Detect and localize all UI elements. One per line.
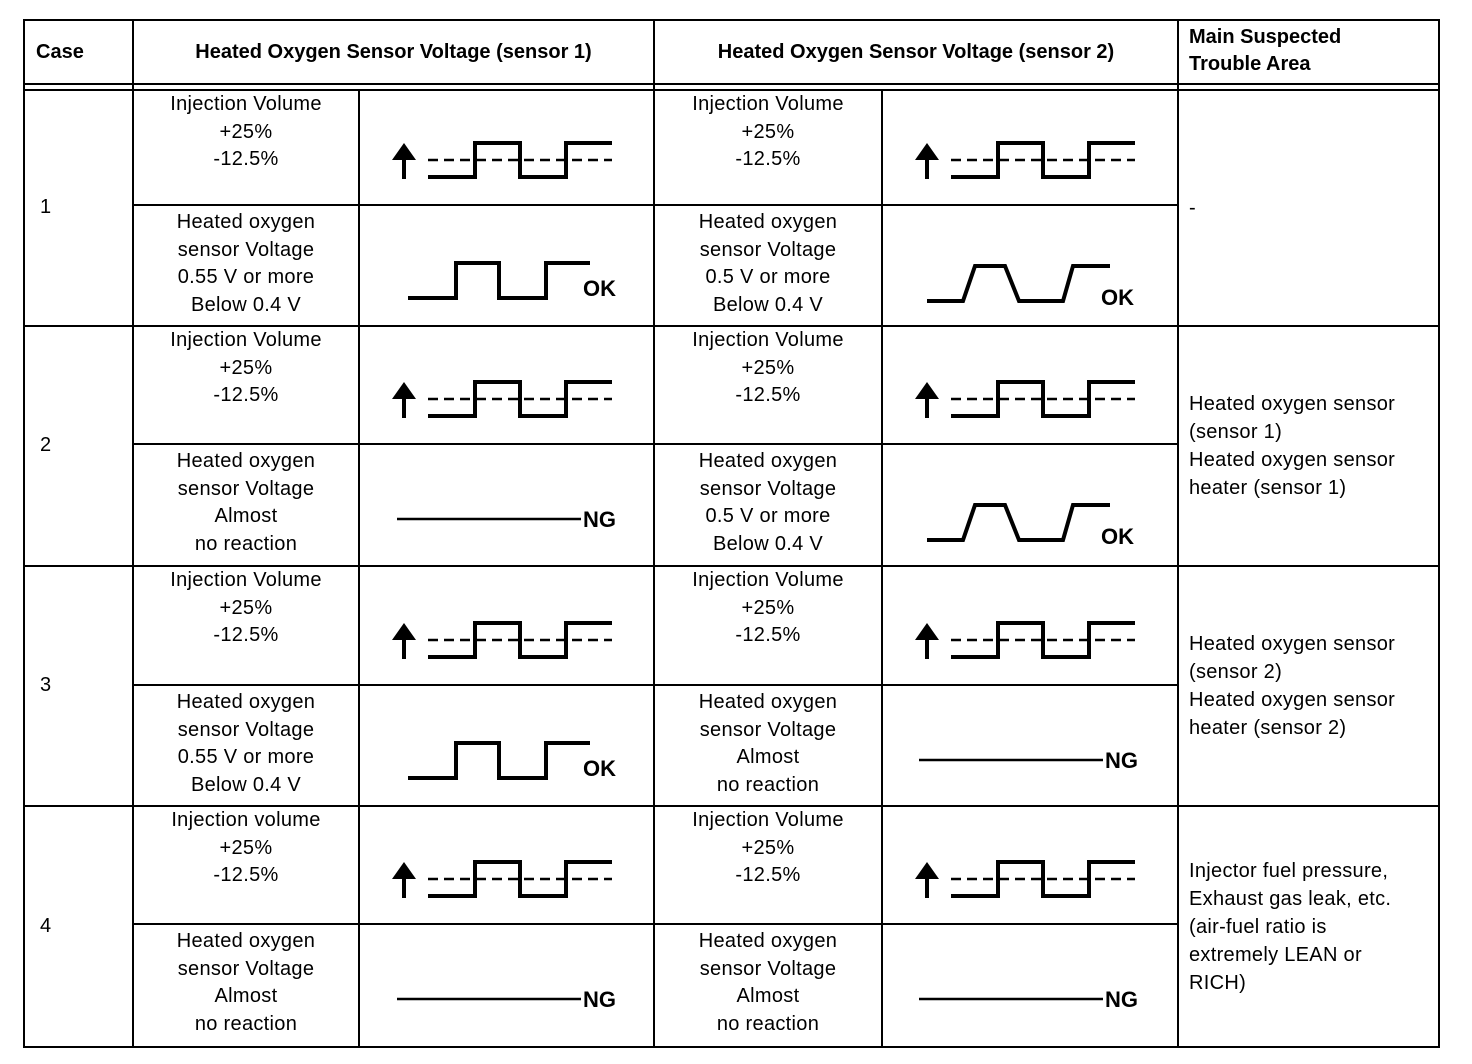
case-2-s1-injection-line-2: +25% — [219, 356, 273, 379]
injection-volume-waveform — [428, 862, 612, 896]
case-1-s1-injection-graphic — [392, 143, 612, 179]
case-3-trouble-area — [1189, 566, 1437, 806]
case-4-s2-injection-line-2: +25% — [741, 836, 795, 859]
case-4-s2-injection-line-1: Injection Volume — [692, 809, 844, 831]
case-4-s1-injection-line-2: +25% — [219, 836, 273, 859]
case-4-s1-injection-label — [133, 807, 359, 925]
case-3-s1-injection-label — [133, 567, 359, 686]
case-4-trouble-area-line-3: (air-fuel ratio is — [1189, 915, 1327, 938]
up-arrow-icon — [915, 382, 939, 418]
case-3-s2-injection-line-3: -12.5% — [735, 624, 801, 647]
case-4-s1-injection-line-1: Injection volume — [171, 809, 321, 831]
case-3-trouble-area-line-4: heater (sensor 2) — [1189, 717, 1347, 739]
case-4-s2-injection-graphic — [915, 862, 1135, 898]
result-label: NG — [1105, 748, 1138, 773]
header-case-label: Case — [36, 41, 84, 63]
case-2-s2-voltage-line-1: Heated oxygen — [698, 450, 838, 472]
header-trouble-area — [1189, 24, 1437, 80]
case-3-s2-voltage-graphic — [919, 748, 1138, 773]
case-3-s2-injection-label — [654, 567, 882, 686]
case-3-s1-injection-line-1: Injection Volume — [170, 569, 322, 591]
case-2-s1-voltage-line-2: sensor Voltage — [177, 477, 315, 500]
header-sensor1-label: Heated Oxygen Sensor Voltage (sensor 1) — [195, 41, 592, 63]
header-sensor1 — [133, 20, 654, 84]
case-1-s1-voltage-line-2: sensor Voltage — [177, 238, 315, 261]
case-3-s2-voltage-line-4: no reaction — [716, 773, 820, 796]
case-4-s1-voltage-label — [133, 928, 359, 1051]
case-4-s1-voltage-line-2: sensor Voltage — [177, 957, 315, 980]
case-2-s2-injection-line-3: -12.5% — [735, 384, 801, 407]
case-4-s1-voltage-line-3: Almost — [214, 985, 278, 1008]
case-1-s2-voltage-label — [654, 209, 882, 330]
case-1-s1-voltage-line-1: Heated oxygen — [176, 211, 316, 233]
injection-volume-waveform — [951, 143, 1135, 177]
case-1-s1-voltage-line-4: Below 0.4 V — [190, 293, 302, 316]
case-3-s1-voltage-label — [133, 689, 359, 810]
case-4-s2-injection-label — [654, 807, 882, 925]
case-3-s2-injection-line-2: +25% — [741, 596, 795, 619]
result-label: NG — [583, 987, 616, 1012]
up-arrow-icon — [915, 143, 939, 179]
case-3-s1-voltage-line-3: 0.55 V or more — [177, 746, 315, 769]
case-3-s2-voltage-line-3: Almost — [736, 746, 800, 769]
case-4-trouble-area-line-1: Injector fuel pressure, — [1189, 859, 1389, 882]
case-1-s1-injection-line-2: +25% — [219, 120, 273, 143]
case-4-s2-voltage-label — [654, 928, 882, 1051]
case-2-trouble-area-line-2: (sensor 1) — [1189, 421, 1283, 443]
case-4-s2-voltage-graphic — [919, 987, 1138, 1012]
injection-volume-waveform — [951, 382, 1135, 416]
case-2-number: 2 — [40, 434, 52, 457]
case-4-trouble-area-line-4: extremely LEAN or — [1189, 943, 1362, 966]
header-sensor2-label: Heated Oxygen Sensor Voltage (sensor 2) — [717, 41, 1115, 63]
injection-volume-waveform — [428, 382, 612, 416]
case-2-s2-injection-line-1: Injection Volume — [692, 329, 844, 351]
case-1-s2-voltage-line-3: 0.5 V or more — [705, 266, 831, 289]
case-4-s1-voltage-line-1: Heated oxygen — [176, 930, 316, 952]
case-1-s1-voltage-line-3: 0.55 V or more — [177, 266, 315, 289]
result-label: OK — [1101, 524, 1134, 549]
case-2-s1-injection-line-3: -12.5% — [213, 384, 279, 407]
case-1-s1-voltage-graphic — [408, 263, 616, 301]
case-2-s1-voltage-line-1: Heated oxygen — [176, 450, 316, 472]
case-2-trouble-area-line-3: Heated oxygen sensor — [1189, 449, 1396, 471]
header-trouble-area-line-1: Main Suspected — [1189, 26, 1342, 48]
case-1-s1-voltage-label — [133, 209, 359, 330]
case-2-s2-voltage-line-3: 0.5 V or more — [705, 505, 831, 528]
case-1-s2-injection-line-3: -12.5% — [735, 148, 801, 171]
case-1-s1-injection-line-3: -12.5% — [213, 148, 279, 171]
result-label: OK — [583, 276, 616, 301]
case-3-s1-voltage-line-2: sensor Voltage — [177, 718, 315, 741]
case-4-s2-voltage-line-2: sensor Voltage — [699, 957, 837, 980]
case-2-trouble-area-line-4: heater (sensor 1) — [1189, 477, 1347, 499]
case-3-number: 3 — [40, 674, 52, 697]
case-2-s1-injection-graphic — [392, 382, 612, 418]
header-sensor2 — [654, 20, 1178, 84]
case-3-trouble-area-line-2: (sensor 2) — [1189, 661, 1283, 683]
up-arrow-icon — [392, 623, 416, 659]
case-2-s1-injection-label — [133, 327, 359, 445]
case-4-trouble-area — [1189, 806, 1437, 1047]
case-3-s1-voltage-graphic — [408, 743, 616, 781]
case-2-s2-voltage-graphic — [927, 505, 1134, 549]
case-2-s1-voltage-line-4: no reaction — [194, 532, 298, 555]
case-3-s2-injection-line-1: Injection Volume — [692, 569, 844, 591]
case-4-s1-voltage-graphic — [397, 987, 616, 1012]
result-label: OK — [1101, 285, 1134, 310]
result-label: NG — [583, 507, 616, 532]
case-4-s1-injection-line-3: -12.5% — [213, 864, 279, 887]
case-3-trouble-area-line-3: Heated oxygen sensor — [1189, 689, 1396, 711]
case-2-trouble-area — [1189, 326, 1437, 566]
case-2-s2-voltage-label — [654, 448, 882, 570]
case-3-trouble-area-line-1: Heated oxygen sensor — [1189, 633, 1396, 655]
header-trouble-area-line-2: Trouble Area — [1189, 53, 1311, 75]
case-1-trouble-area-line-1: - — [1189, 197, 1196, 219]
case-1-s2-injection-graphic — [915, 143, 1135, 179]
up-arrow-icon — [915, 623, 939, 659]
case-3-s1-injection-line-3: -12.5% — [213, 624, 279, 647]
case-1-s2-injection-label — [654, 91, 882, 206]
case-4-s2-voltage-line-3: Almost — [736, 985, 800, 1008]
case-4-s1-voltage-line-4: no reaction — [194, 1012, 298, 1035]
case-2-s1-injection-line-1: Injection Volume — [170, 329, 322, 351]
sensor-voltage-waveform — [408, 263, 590, 298]
case-2-s1-voltage-line-3: Almost — [214, 505, 278, 528]
case-2-s2-injection-line-2: +25% — [741, 356, 795, 379]
result-label: NG — [1105, 987, 1138, 1012]
case-1-s2-voltage-line-4: Below 0.4 V — [712, 293, 824, 316]
case-2-s2-voltage-line-2: sensor Voltage — [699, 477, 837, 500]
case-1-trouble-area — [1189, 90, 1437, 326]
case-3-s1-voltage-line-4: Below 0.4 V — [190, 773, 302, 796]
case-1-s1-injection-label — [133, 91, 359, 206]
case-4-s2-voltage-line-1: Heated oxygen — [698, 930, 838, 952]
sensor-voltage-waveform — [408, 743, 590, 778]
injection-volume-waveform — [428, 143, 612, 177]
up-arrow-icon — [392, 143, 416, 179]
result-label: OK — [583, 756, 616, 781]
header-case — [36, 20, 131, 84]
case-3-s2-voltage-line-2: sensor Voltage — [699, 718, 837, 741]
case-1-number: 1 — [40, 196, 52, 219]
case-4-number: 4 — [40, 914, 52, 937]
up-arrow-icon — [392, 862, 416, 898]
sensor-voltage-waveform — [927, 505, 1110, 540]
case-2-s2-injection-label — [654, 327, 882, 445]
case-3-s1-voltage-line-1: Heated oxygen — [176, 691, 316, 713]
case-2-s2-voltage-line-4: Below 0.4 V — [712, 532, 824, 555]
case-4-s2-voltage-line-4: no reaction — [716, 1012, 820, 1035]
case-2-s1-voltage-label — [133, 448, 359, 570]
case-2-s2-injection-graphic — [915, 382, 1135, 418]
sensor-voltage-waveform — [927, 266, 1110, 301]
case-1-s2-injection-line-2: +25% — [741, 120, 795, 143]
case-1-s2-injection-line-1: Injection Volume — [692, 93, 844, 115]
case-4-trouble-area-line-5: RICH) — [1189, 971, 1247, 994]
injection-volume-waveform — [951, 862, 1135, 896]
case-1-s2-voltage-line-1: Heated oxygen — [698, 211, 838, 233]
case-1-s2-voltage-line-2: sensor Voltage — [699, 238, 837, 261]
case-3-s2-voltage-line-1: Heated oxygen — [698, 691, 838, 713]
case-3-s2-injection-graphic — [915, 623, 1135, 659]
case-3-s1-injection-line-2: +25% — [219, 596, 273, 619]
case-1-s1-injection-line-1: Injection Volume — [170, 93, 322, 115]
case-4-s2-injection-line-3: -12.5% — [735, 864, 801, 887]
injection-volume-waveform — [428, 623, 612, 657]
case-3-s1-injection-graphic — [392, 623, 612, 659]
case-4-s1-injection-graphic — [392, 862, 612, 898]
case-4-trouble-area-line-2: Exhaust gas leak, etc. — [1189, 887, 1392, 910]
up-arrow-icon — [392, 382, 416, 418]
up-arrow-icon — [915, 862, 939, 898]
case-2-s1-voltage-graphic — [397, 507, 616, 532]
case-2-trouble-area-line-1: Heated oxygen sensor — [1189, 393, 1396, 415]
case-1-s2-voltage-graphic — [927, 266, 1134, 310]
case-3-s2-voltage-label — [654, 689, 882, 810]
injection-volume-waveform — [951, 623, 1135, 657]
